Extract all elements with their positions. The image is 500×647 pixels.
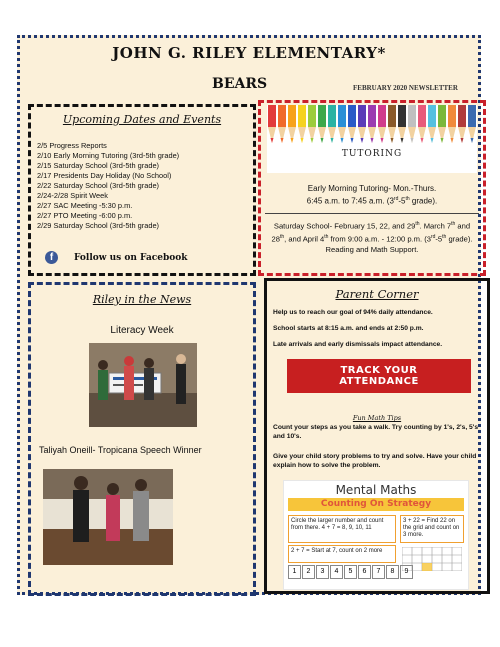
events-section [28, 104, 256, 276]
parent-corner-title: Parent Corner [335, 287, 419, 301]
fun-math-tips-title: Fun Math Tips [352, 414, 402, 422]
attendance-goal: Help us to reach our goal of 94% daily attendance. [273, 309, 433, 316]
school-hours: School starts at 8:15 a.m. and ends at 2:50 p.m. [273, 325, 424, 332]
literacy-week-heading: Literacy Week [110, 325, 174, 336]
event-item: 2/29 Saturday School (3rd-5th grade) [37, 221, 160, 230]
maths-box-1: Circle the larger number and count from there. 4 + 7 = 8, 9, 10, 11 [288, 515, 396, 543]
colored-pencils-icon [267, 105, 477, 173]
newsletter-page [17, 35, 481, 595]
event-item: 2/17 Presidents Day Holiday (No School) [37, 171, 172, 180]
track-attendance-banner: TRACK YOUR ATTENDANCE [287, 359, 471, 393]
event-item: 2/15 Saturday School (3rd-5th grade) [37, 161, 160, 170]
event-item: 2/10 Early Morning Tutoring (3rd-5th grade) [37, 151, 180, 160]
parent-corner-section [264, 278, 490, 594]
tutoring-image [267, 105, 477, 173]
tutoring-section [258, 100, 486, 276]
news-title: Riley in the News [92, 293, 192, 306]
counting-on-strategy: Counting On Strategy [288, 498, 464, 511]
maths-box-2: 3 + 22 = Find 22 on the grid and count on 3 more. [400, 515, 464, 543]
news-section [28, 282, 256, 596]
tutoring-schedule: Early Morning Tutoring- Mon.-Thurs. 6:45 a.m. to 7:45 a.m. (3rd-5th grade). [306, 184, 438, 206]
mental-maths-title: Mental Maths [335, 483, 417, 497]
math-tip-counting: Count your steps as you take a walk. Try counting by 1's, 2's, 5's and 10's. [273, 424, 479, 440]
event-item: 2/27 PTO Meeting -6:00 p.m. [37, 211, 133, 220]
number-grid-icon [402, 547, 462, 571]
divider [265, 213, 479, 214]
facebook-icon: f [45, 251, 58, 264]
school-mascot: BEARS [212, 76, 268, 92]
mental-maths-image [283, 480, 469, 590]
facebook-link[interactable] [45, 251, 188, 264]
facebook-label: Follow us on Facebook [74, 252, 188, 263]
newsletter-date: FEBRUARY 2020 NEWSLETTER [353, 84, 458, 92]
speech-winner-caption: Taliyah Oneill- Tropicana Speech Winner [39, 445, 202, 455]
event-item: 2/22 Saturday School (3rd-5th grade) [37, 181, 160, 190]
school-name: JOHN G. RILEY ELEMENTARY* [112, 44, 386, 62]
maths-box-3: 2 + 7 = Start at 7, count on 2 more [288, 545, 396, 563]
saturday-school-info: Saturday School- February 15, 22, and 29th. March 7th and 28th, and April 4th from 9:00 a.m. - 12:00 p.m. (3rd-5th grade). Reading and Math Support. [271, 221, 473, 255]
number-line: 1 2 3 4 5 6 7 8 9 [288, 565, 414, 579]
math-tip-story-problems: Give your child story problems to try and solve. Have your child explain how to solve the problem. [273, 453, 477, 469]
event-item: 2/27 SAC Meeting -5:30 p.m. [37, 201, 133, 210]
speech-winner-photo [43, 469, 173, 565]
event-item: 2/24-2/28 Spirit Week [37, 191, 108, 200]
late-arrivals-note: Late arrivals and early dismissals impact attendance. [273, 341, 443, 348]
event-item: 2/5 Progress Reports [37, 141, 107, 150]
events-list [37, 141, 179, 231]
events-title: Upcoming Dates and Events [62, 113, 222, 126]
tutoring-image-label: TUTORING [341, 149, 403, 159]
literacy-week-photo [89, 343, 197, 427]
